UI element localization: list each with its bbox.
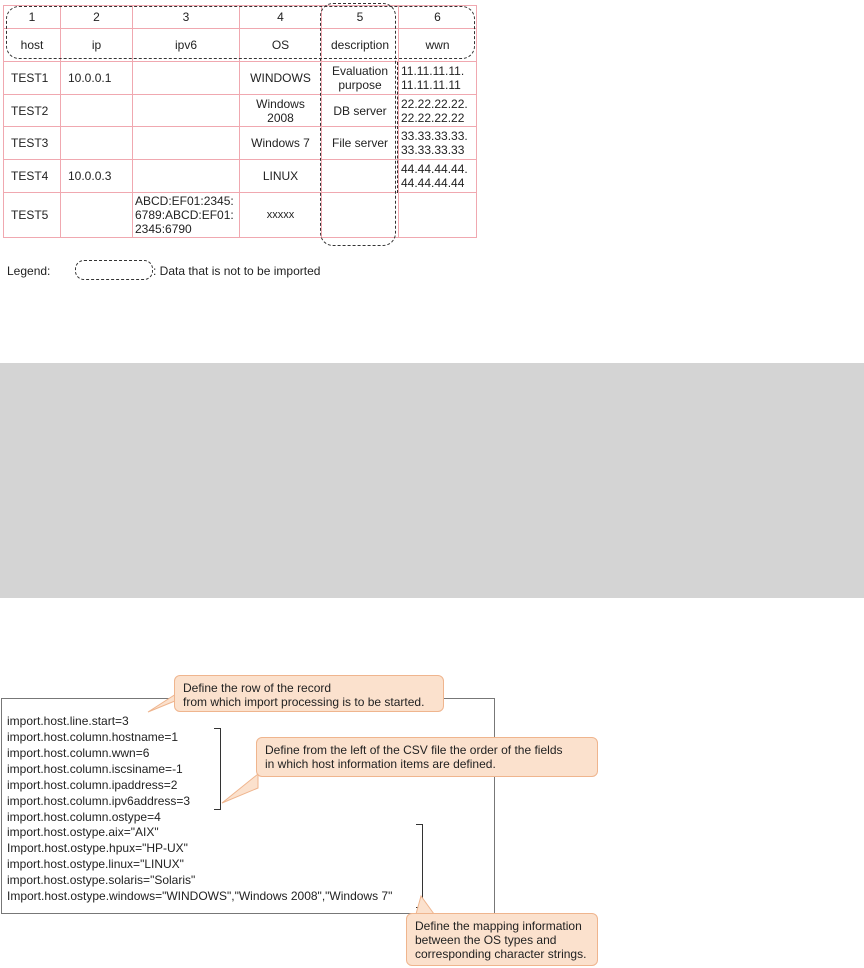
code-line: import.host.column.iscsiname=-1	[7, 762, 183, 776]
column-name: host	[4, 29, 61, 62]
wwn-cell	[399, 160, 477, 193]
code-line: import.host.column.ostype=4	[7, 810, 161, 824]
callout-line: between the OS types and	[415, 933, 557, 947]
column-name: wwn	[399, 29, 477, 62]
ip-cell	[61, 193, 133, 238]
callout-line: from which import processing is to be started.	[183, 695, 425, 709]
wwn-cell	[399, 95, 477, 127]
column-name: ip	[61, 29, 133, 62]
ip-cell: 10.0.0.3	[61, 160, 133, 193]
wwn-cell	[399, 193, 477, 238]
os-cell	[240, 95, 322, 127]
start-row-callout	[174, 675, 444, 712]
ipv6-line: ABCD:EF01:2345:	[135, 194, 234, 208]
excluded-description-outline	[320, 3, 396, 246]
description-line: purpose	[338, 78, 382, 92]
table-row	[4, 127, 477, 160]
column-number: 1	[4, 6, 61, 29]
excluded-wwn-marker	[397, 62, 398, 193]
description-line: Evaluation	[331, 64, 389, 78]
csv-table-figure	[0, 0, 480, 290]
column-number: 2	[61, 6, 133, 29]
wwn-line: 22.22.22.22	[401, 110, 465, 125]
description-line: File server	[331, 136, 388, 150]
ip-cell	[61, 127, 133, 160]
os-mapping-callout	[406, 913, 598, 966]
legend-text: : Data that is not to be imported	[153, 264, 321, 278]
code-line: import.host.ostype.solaris="Solaris"	[7, 873, 196, 887]
column-number: 6	[399, 6, 477, 29]
ipv6-line: 2345:6790	[135, 222, 192, 236]
os-line: xxxxx	[266, 209, 295, 221]
wwn-line: 44.44.44.44	[401, 176, 465, 190]
ipv6-cell	[133, 95, 240, 127]
host-cell: TEST4	[4, 160, 61, 193]
ipv6-line: 6789:ABCD:EF01:	[135, 208, 234, 222]
ipv6-cell	[133, 62, 240, 95]
column-name: ipv6	[133, 29, 240, 62]
column-number: 4	[240, 6, 322, 29]
dashed-outline-legend-icon	[75, 260, 153, 280]
wwn-cell	[399, 127, 477, 160]
table-row	[4, 95, 477, 127]
os-line: Windows 7	[251, 136, 310, 150]
os-mapping-callout-tail	[416, 896, 434, 914]
code-line: import.host.line.start=3	[7, 714, 129, 728]
os-line: WINDOWS	[250, 71, 311, 85]
callout-line: in which host information items are defined.	[265, 757, 496, 771]
wwn-line: 22.22.22.22.	[401, 96, 468, 111]
code-line: Import.host.ostype.windows="WINDOWS","Windows 2008","Windows 7"	[7, 889, 393, 903]
wwn-line: 44.44.44.44.	[401, 162, 468, 176]
ipv6-cell	[133, 127, 240, 160]
gray-band	[0, 363, 864, 598]
column-number: 3	[133, 6, 240, 29]
wwn-line: 33.33.33.33.	[401, 129, 468, 143]
os-line: Windows	[256, 96, 305, 111]
field-order-callout	[256, 737, 598, 777]
code-line: import.host.column.ipaddress=2	[7, 778, 178, 792]
os-cell	[240, 193, 322, 238]
callout-line: corresponding character strings.	[415, 947, 587, 961]
description-line: DB server	[333, 103, 387, 118]
code-line: Import.host.ostype.hpux="HP-UX"	[7, 841, 188, 855]
column-name: description	[322, 29, 399, 62]
column-number: 5	[322, 6, 399, 29]
properties-figure	[0, 640, 864, 968]
os-cell	[240, 160, 322, 193]
legend-label: Legend:	[7, 264, 51, 278]
host-cell: TEST1	[4, 62, 61, 95]
table-row	[4, 160, 477, 193]
callout-line: Define from the left of the CSV file the order of the fields	[265, 743, 563, 757]
wwn-line: 11.11.11.11	[401, 78, 461, 92]
legend	[5, 263, 405, 283]
code-line: import.host.column.wwn=6	[7, 746, 150, 760]
excluded-header-outline	[6, 6, 475, 59]
table-row	[4, 193, 477, 238]
column-name: OS	[240, 29, 322, 62]
host-cell: TEST3	[4, 127, 61, 160]
field-order-callout-tail	[222, 774, 258, 803]
ip-cell	[61, 95, 133, 127]
ipv6-cell	[133, 160, 240, 193]
wwn-line: 33.33.33.33	[401, 143, 465, 157]
callout-line: Define the mapping information	[415, 919, 582, 933]
wwn-line: 11.11.11.11.	[401, 64, 465, 78]
table-row	[4, 62, 477, 95]
os-line: LINUX	[262, 169, 299, 183]
ip-cell: 10.0.0.1	[61, 62, 133, 95]
host-cell: TEST2	[4, 95, 61, 127]
os-cell	[240, 62, 322, 95]
code-line: import.host.column.ipv6address=3	[7, 794, 191, 808]
code-line: import.host.column.hostname=1	[7, 730, 179, 744]
code-line: import.host.ostype.aix="AIX"	[7, 825, 159, 839]
callout-line: Define the row of the record	[183, 681, 332, 695]
os-cell	[240, 127, 322, 160]
code-line: import.host.ostype.linux="LINUX"	[7, 857, 184, 871]
os-line: 2008	[267, 110, 294, 125]
host-cell: TEST5	[4, 193, 61, 238]
ipv6-cell	[133, 193, 240, 238]
wwn-cell	[399, 62, 477, 95]
